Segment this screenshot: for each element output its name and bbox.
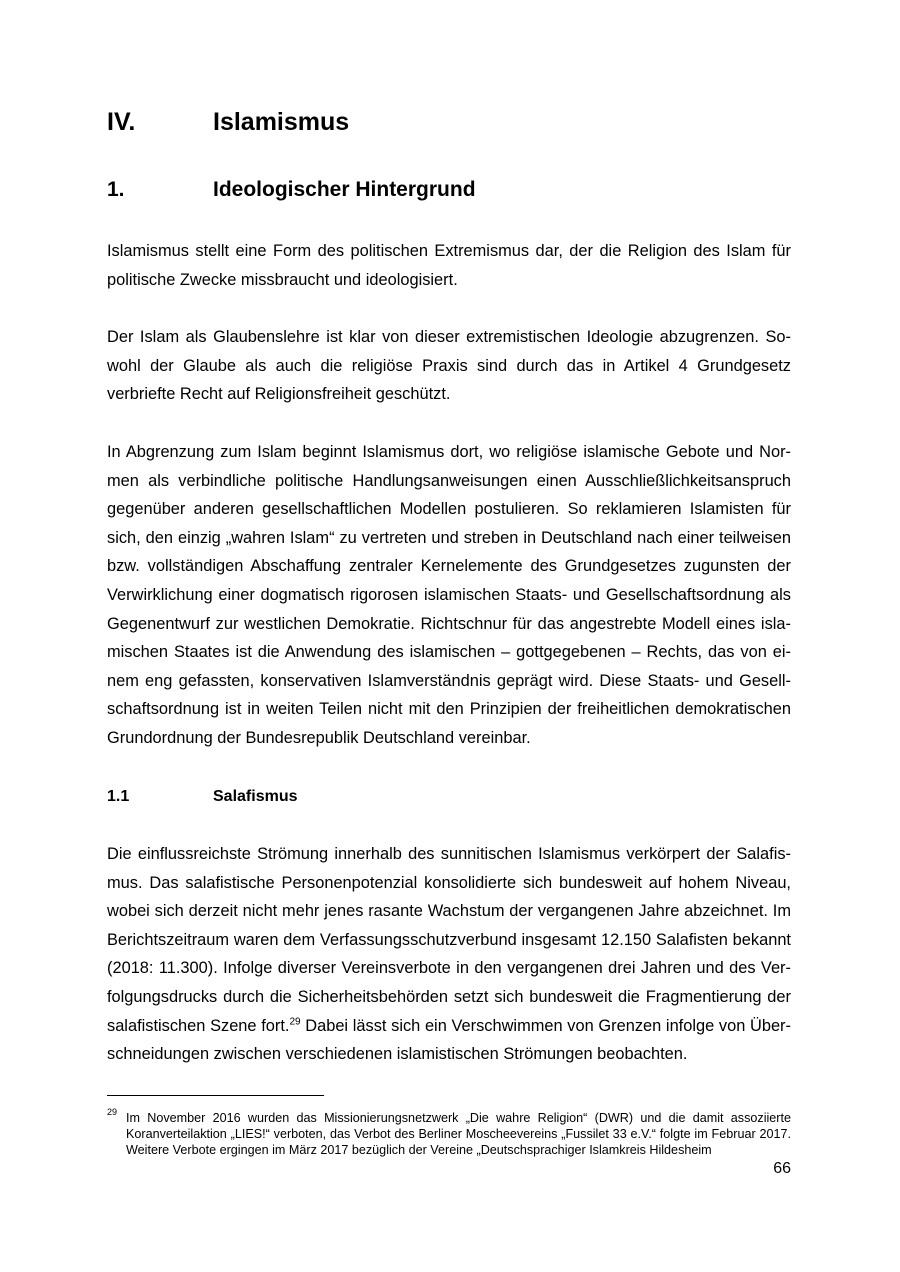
footnote-reference[interactable]: 29 xyxy=(289,1016,301,1028)
paragraph-islam-distinction: Der Islam als Glaubenslehre ist klar von dieser extremistischen Ideologie abzugrenzen. Sowohl der Glaube als auch die religiöse Praxis sind durch das in Artikel 4 Grundgesetz verbriefte Recht auf Religionsfreiheit geschützt. xyxy=(107,328,791,404)
salafism-text-part1: Die einflussreichste Strömung innerhalb des sunnitischen Islamismus verkörpert der Salafismus. Das salafistische Personenpotenzial konsolidierte sich bundesweit auf hohem Niveau, wobei sich derzeit nicht mehr jenes rasante Wachstum der vergangenen Jahre abzeichnet. Im Berichtszeitraum waren dem Verfassungsschutzverbund insgesamt 12.150 Salafisten bekannt (2018: 11.300). Infolge diverser Vereinsverbote in den vergangenen drei Jahren und des Verfolgungsdrucks durch die Sicherheitsbehörden setzt sich bundesweit die Fragmentierung der salafistischen Szene fort. xyxy=(107,845,791,1035)
section-title: Ideologischer Hintergrund xyxy=(213,178,476,201)
subsection-number: 1.1 xyxy=(107,788,130,805)
paragraph-definition: Islamismus stellt eine Form des politischen Extremismus dar, der die Religion des Islam für politische Zwecke missbraucht und ideologisiert. xyxy=(107,242,791,289)
paragraph-islamism-goals: In Abgrenzung zum Islam beginnt Islamismus dort, wo religiöse islamische Gebote und Normen als verbindliche politische Handlungsanweisungen einen Ausschließlichkeitsanspruch gegenüber anderen gesellschaftlichen Modellen postulieren. So reklamieren Islamisten für sich, den einzig „wahren Islam“ zu vertreten und streben in Deutschland nach einer teilweisen bzw. vollständigen Abschaffung zentraler Kernelemente des Grundgesetzes zugunsten der Verwirklichung einer dogmatisch rigorosen islamischen Staats- und Gesellschaftsordnung als Gegenentwurf zur westlichen Demokratie. Richtschnur für das angestrebte Modell eines islamischen Staates ist die Anwendung des islamischen – gottgegebenen – Rechts, das von einem eng gefassten, konservativen Islamverständnis geprägt wird. Diese Staats- und Gesellschaftsordnung ist in weiten Teilen nicht mit den Prinzipien der freiheitlichen demokratischen Grundordnung der Bundesrepublik Deutschland vereinbar. xyxy=(107,443,791,747)
footnote xyxy=(107,1107,791,1158)
salafism-text-part2: Dabei lässt sich ein Verschwimmen von Grenzen infolge von Überschneidungen zwischen verschiedenen islamistischen Strömungen beobachten. xyxy=(107,1016,791,1064)
section-heading xyxy=(107,174,791,206)
page-number: 66 xyxy=(773,1160,791,1177)
footnote-marker: 29 xyxy=(107,1107,118,1117)
paragraph-salafism xyxy=(107,840,791,1069)
section-number: 1. xyxy=(107,178,125,201)
subsection-heading xyxy=(107,785,791,809)
chapter-heading xyxy=(107,104,791,140)
subsection-title: Salafismus xyxy=(213,788,298,805)
chapter-title: Islamismus xyxy=(213,108,350,136)
footnote-text: Im November 2016 wurden das Missionierungsnetzwerk „Die wahre Religion“ (DWR) und die damit assoziierte Koranverteilaktion „LIES!“ verboten, das Verbot des Berliner Moscheevereins „Fussilet 33 e.V.“ folgte im Februar 2017. Weitere Verbote ergingen im März 2017 bezüglich der Vereine „Deutschsprachiger Islamkreis Hildesheim xyxy=(126,1111,791,1157)
footnote-separator xyxy=(107,1095,324,1096)
chapter-number: IV. xyxy=(107,108,136,136)
